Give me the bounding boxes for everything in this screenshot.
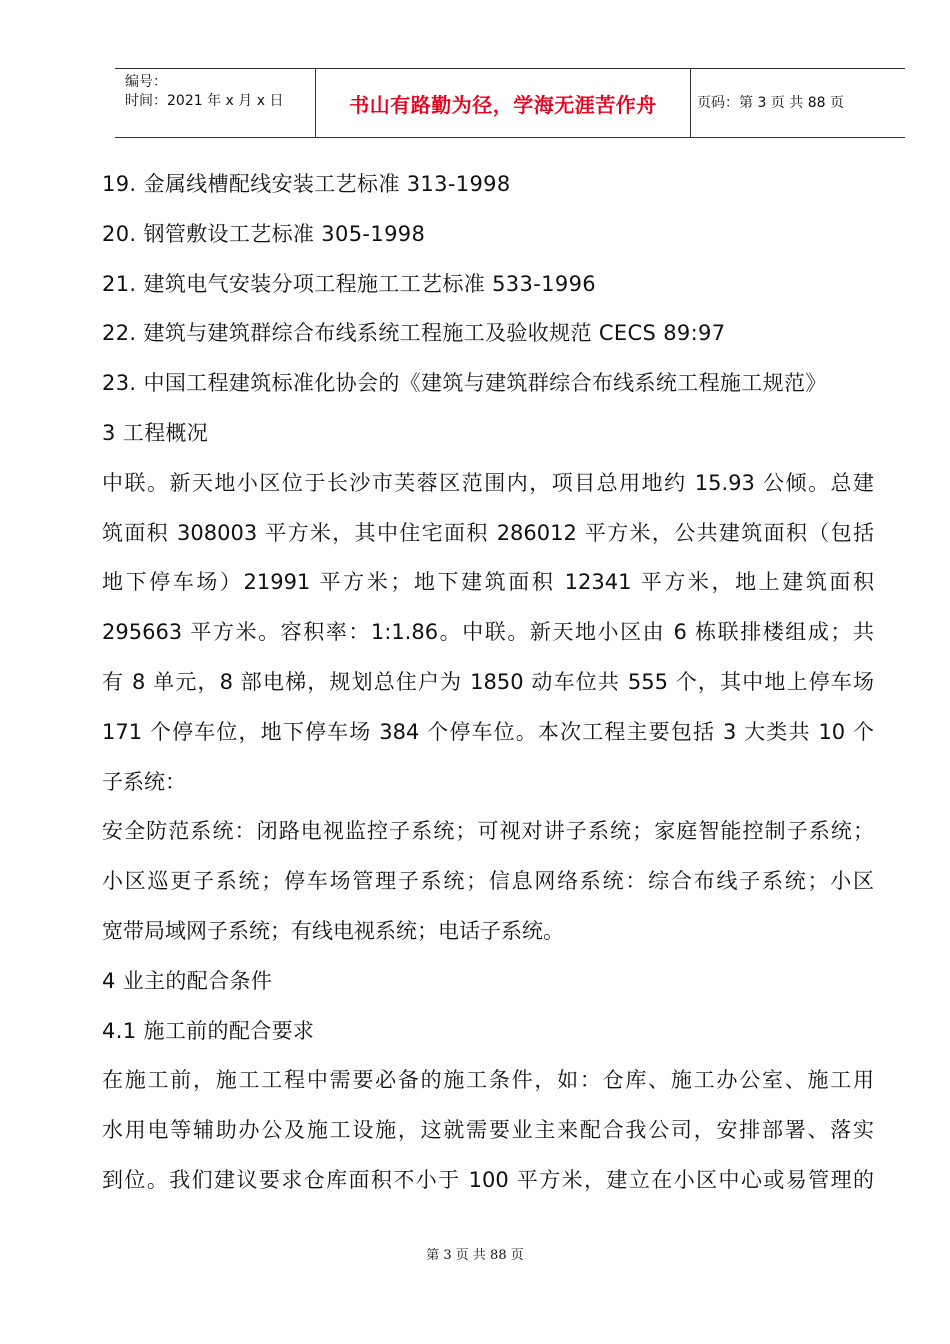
header-meta: [115, 69, 315, 137]
list-item: 21. 建筑电气安装分项工程施工工艺标准 533-1996: [102, 271, 596, 296]
paragraph-line: 小区巡更子系统；停车场管理子系统；信息网络系统：综合布线子系统；小区: [102, 869, 874, 894]
header-motto: 书山有路勤为径，学海无涯苦作舟: [349, 92, 657, 117]
page-header: [115, 68, 905, 138]
list-item: 22. 建筑与建筑群综合布线系统工程施工及验收规范 CECS 89:97: [102, 321, 726, 346]
header-page-info: 页码：第 3 页 共 88 页: [697, 95, 844, 111]
paragraph-line: 295663 平方米。容积率：1:1.86。中联。新天地小区由 6 栋联排楼组成；共: [102, 620, 874, 645]
paragraph-line: 宽带局域网子系统；有线电视系统；电话子系统。: [102, 918, 564, 943]
paragraph-line: 到位。我们建议要求仓库面积不小于 100 平方米，建立在小区中心或易管理的: [102, 1167, 874, 1192]
list-item: 20. 钢管敷设工艺标准 305-1998: [102, 221, 426, 246]
paragraph-line: 子系统：: [102, 769, 186, 794]
paragraph-line: 在施工前，施工工程中需要必备的施工条件，如：仓库、施工办公室、施工用: [102, 1068, 874, 1093]
page-footer: 第 3 页 共 88 页: [426, 1248, 524, 1263]
list-item: 19. 金属线槽配线安装工艺标准 313-1998: [102, 172, 511, 196]
doc-time-label: 时间：2021 年 x 月 x 日: [125, 93, 284, 109]
header-page-cell: [691, 69, 905, 137]
section-heading: 4 业主的配合条件: [102, 968, 273, 993]
subsection-heading: 4.1 施工前的配合要求: [102, 1018, 315, 1043]
doc-number-label: 编号：: [125, 74, 167, 90]
paragraph-line: 安全防范系统：闭路电视监控子系统；可视对讲子系统；家庭智能控制子系统；: [102, 819, 874, 844]
section-heading: 3 工程概况: [102, 420, 209, 445]
paragraph-line: 地下停车场）21991 平方米；地下建筑面积 12341 平方米，地上建筑面积: [102, 570, 874, 595]
paragraph-line: 有 8 单元，8 部电梯，规划总住户为 1850 动车位共 555 个，其中地上停车场: [102, 669, 874, 694]
paragraph-line: 中联。新天地小区位于长沙市芙蓉区范围内，项目总用地约 15.93 公倾。总建: [102, 470, 874, 495]
header-motto-cell: [315, 69, 691, 137]
document-body: [102, 160, 874, 1206]
paragraph-line: 171 个停车位，地下停车场 384 个停车位。本次工程主要包括 3 大类共 10 个: [102, 719, 874, 744]
paragraph-line: 筑面积 308003 平方米，其中住宅面积 286012 平方米，公共建筑面积（包括: [102, 520, 874, 545]
list-item: 23. 中国工程建筑标准化协会的《建筑与建筑群综合布线系统工程施工规范》: [102, 371, 827, 396]
paragraph-line: 水用电等辅助办公及施工设施，这就需要业主来配合我公司，安排部署、落实: [102, 1118, 874, 1143]
